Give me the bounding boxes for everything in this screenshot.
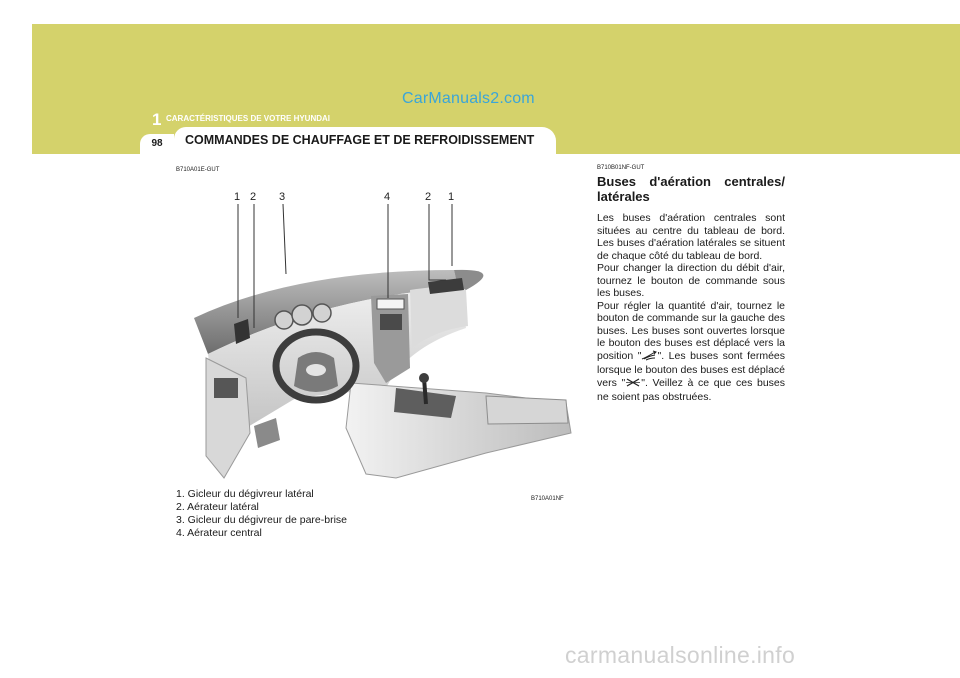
chapter-title: CARACTÉRISTIQUES DE VOTRE HYUNDAI: [166, 114, 331, 123]
vent-open-icon: [641, 350, 657, 365]
legend-item: 3. Gicleur du dégivreur de pare-brise: [176, 514, 348, 526]
section-title: COMMANDES DE CHAUFFAGE ET DE REFROIDISSEMENT: [185, 133, 535, 147]
paragraph-3a: Pour régler la quantité d'air, tournez le bouton de commande sur la gauche des buses. Les buses sont ouvertes lorsque le bouton des buses est déplacé vers la position ": [597, 299, 785, 362]
center-display: [377, 299, 404, 309]
steering-logo: [306, 364, 326, 376]
vent-closed-icon: [625, 377, 641, 392]
paragraph-2: Pour changer la direction du débit d'air, tournez le bouton de commande sous les buses.: [597, 262, 785, 299]
center-vent: [380, 314, 402, 330]
page-number: 98: [151, 138, 163, 149]
armrest: [486, 396, 568, 424]
figure-code: B710A01NF: [531, 496, 564, 502]
legend-item: 2. Aérateur latéral: [176, 501, 259, 513]
gauge-center: [292, 305, 312, 325]
paragraph-1: Les buses d'aération centrales sont situées au centre du tableau de bord. Les buses d'aération latérales se situent de chaque côté du tableau de bord.: [597, 212, 785, 262]
top-watermark[interactable]: CarManuals2.com: [402, 90, 535, 107]
callout-1-right: 1: [448, 191, 455, 203]
center-console: [346, 383, 571, 478]
door-switches: [214, 378, 238, 398]
paragraph-3b: ". Les buses sont fermées lorsque le bouton des buses est déplacé vers ": [597, 349, 785, 389]
legend-item: 4. Aérateur central: [176, 527, 262, 539]
callout-4: 4: [384, 191, 391, 203]
section-heading: Buses d'aération centrales/ latérales: [597, 174, 785, 204]
dashboard-illustration: [176, 178, 586, 498]
chapter-number: 1: [152, 110, 162, 129]
callout-2-right: 2: [425, 191, 432, 203]
legend-item: 1. Gicleur du dégivreur latéral: [176, 488, 314, 500]
callout-2-left: 2: [250, 191, 257, 203]
legend-list: [176, 488, 347, 540]
section-code: B710B01NF-GUT: [597, 165, 645, 171]
callout-1-left: 1: [234, 191, 241, 203]
paragraph: [597, 212, 785, 404]
paragraph-3c: ". Veillez à ce que ces buses ne soient pas obstruées.: [597, 376, 786, 403]
leader-line-3: [283, 204, 286, 274]
callout-3: 3: [279, 191, 286, 203]
right-column: [597, 165, 785, 404]
gauge-left: [275, 311, 293, 329]
leader-line-5: [429, 204, 446, 280]
gauge-right: [313, 304, 331, 322]
gear-knob: [419, 373, 429, 383]
figure-ref-code: B710A01E-GUT: [176, 167, 220, 173]
pedals: [254, 418, 280, 448]
bottom-watermark[interactable]: carmanualsonline.info: [565, 642, 796, 668]
